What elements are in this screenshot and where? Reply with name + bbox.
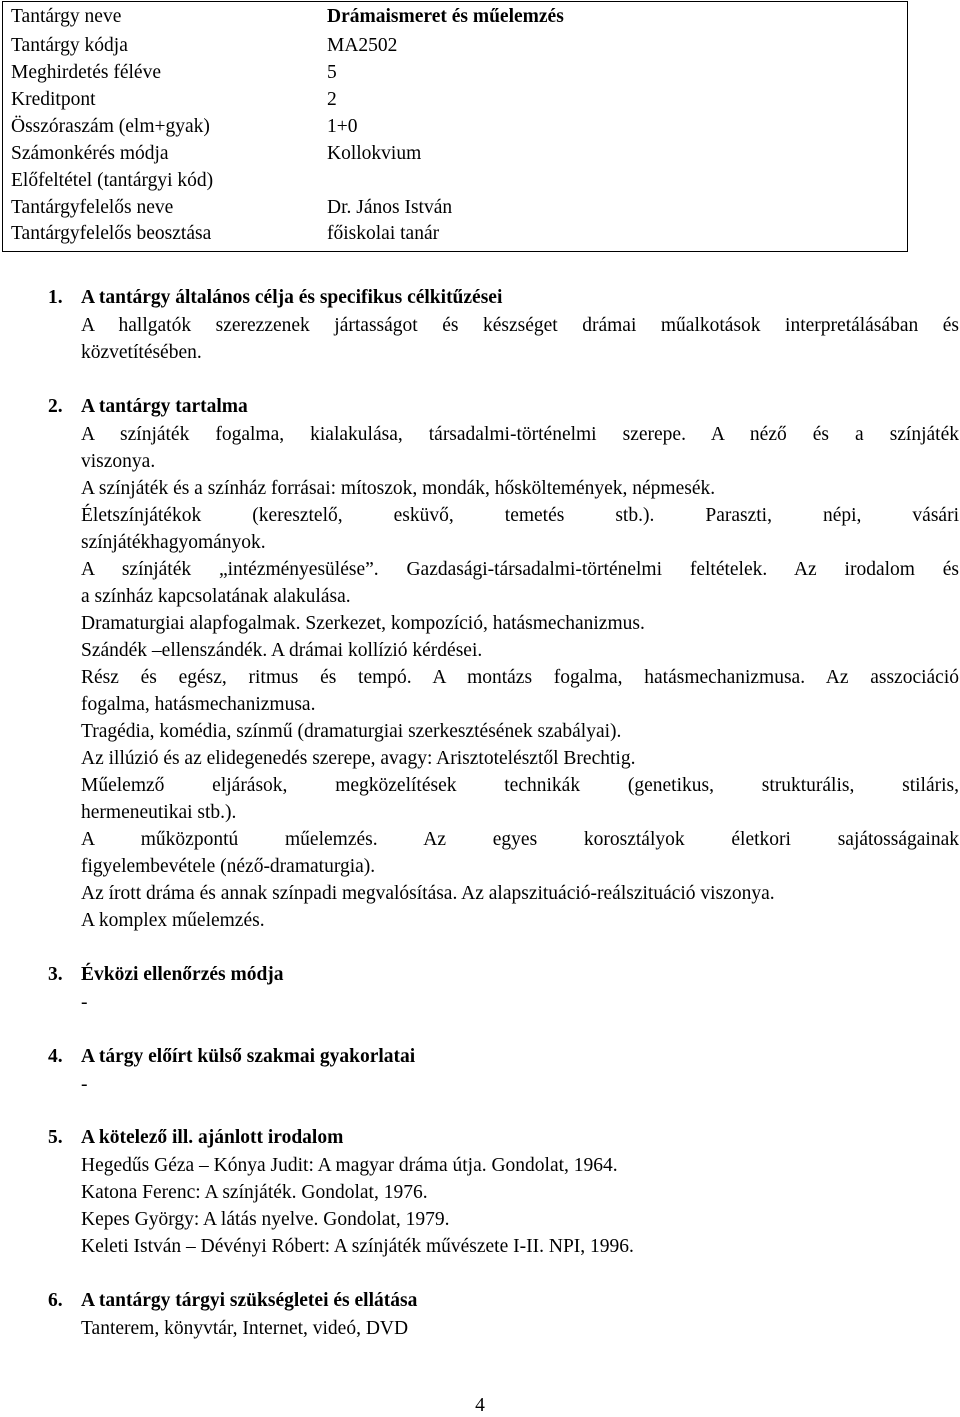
info-row-position — [3, 221, 908, 252]
section-number: 2. — [48, 396, 63, 417]
text-line: a színház kapcsolatának alakulása. — [81, 586, 351, 607]
text-line: Keleti István – Dévényi Róbert: A színjáték művészete I-II. NPI, 1996. — [81, 1236, 634, 1257]
text-line: Dramaturgiai alapfogalmak. Szerkezet, kompozíció, hatásmechanizmus. — [81, 613, 645, 634]
text-line: A műközpontú műelemzés. Az egyes korosztályok életkori sajátosságainak — [81, 829, 959, 850]
info-value: főiskolai tanár — [327, 223, 440, 244]
text-line: közvetítésében. — [81, 342, 202, 363]
section-title: Évközi ellenőrzés módja — [81, 964, 284, 985]
text-line: Az írott dráma és annak színpadi megvalósítása. Az alapszituáció-reálszituáció viszonya. — [81, 883, 775, 904]
text-line: Katona Ferenc: A színjáték. Gondolat, 1976. — [81, 1182, 428, 1203]
text-line: figyelembevétele (néző-dramaturgia). — [81, 856, 376, 877]
info-value: MA2502 — [327, 35, 398, 56]
section-practice — [0, 1043, 960, 1098]
text-line: Szándék –ellenszándék. A drámai kollízió kérdései. — [81, 640, 483, 661]
section-number: 6. — [48, 1290, 63, 1311]
section-content — [0, 393, 960, 934]
section-heading — [0, 284, 960, 312]
section-body — [81, 1071, 959, 1098]
info-row-assessment — [3, 140, 908, 167]
text-line: - — [81, 1074, 88, 1095]
info-value: Dr. János István — [327, 197, 453, 218]
text-line: Az illúzió és az elidegenedés szerepe, avagy: Arisztotelésztől Brechtig. — [81, 748, 636, 769]
info-row-name — [3, 2, 908, 33]
info-value: 5 — [327, 62, 337, 83]
section-number: 5. — [48, 1127, 63, 1148]
info-row-responsible — [3, 194, 908, 221]
section-title: A tárgy előírt külső szakmai gyakorlatai — [81, 1046, 416, 1067]
section-title: A kötelező ill. ajánlott irodalom — [81, 1127, 344, 1148]
info-value: 2 — [327, 89, 337, 110]
info-label: Kreditpont — [11, 89, 96, 110]
text-line: Tanterem, könyvtár, Internet, videó, DVD — [81, 1318, 409, 1339]
section-body — [81, 1152, 959, 1260]
info-label: Előfeltétel (tantárgyi kód) — [11, 170, 214, 191]
section-number: 3. — [48, 964, 63, 985]
info-label: Tantárgy kódja — [11, 35, 128, 56]
section-title: A tantárgy tárgyi szükségletei és ellátása — [81, 1290, 418, 1311]
info-label: Számonkérés módja — [11, 143, 169, 164]
section-body — [81, 421, 959, 934]
section-title: A tantárgy általános célja és specifikus célkitűzései — [81, 287, 503, 308]
text-line: fogalma, hatásmechanizmusa. — [81, 694, 316, 715]
text-line: A színjáték és a színház forrásai: mítoszok, mondák, hősköltemények, népmesék. — [81, 478, 716, 499]
section-heading — [0, 1124, 960, 1152]
section-objectives — [0, 284, 960, 366]
page-number: 4 — [475, 1395, 485, 1416]
info-value: Kollokvium — [327, 143, 422, 164]
section-assessment — [0, 961, 960, 1016]
text-line: Hegedűs Géza – Kónya Judit: A magyar dráma útja. Gondolat, 1964. — [81, 1155, 618, 1176]
info-row-semester — [3, 59, 908, 86]
info-value — [321, 167, 908, 194]
info-label: Tantárgyfelelős neve — [11, 197, 174, 218]
section-literature — [0, 1124, 960, 1260]
text-line: - — [81, 992, 88, 1013]
course-info-table — [2, 1, 908, 252]
text-line: Tragédia, komédia, színmű (dramaturgiai szerkesztésének szabályai). — [81, 721, 622, 742]
text-line: A komplex műelemzés. — [81, 910, 265, 931]
section-heading — [0, 961, 960, 989]
info-label: Tantárgyfelelős beosztása — [11, 223, 212, 244]
info-row-credits — [3, 86, 908, 113]
section-body — [81, 1315, 959, 1342]
section-heading — [0, 1043, 960, 1071]
section-heading — [0, 1287, 960, 1315]
info-row-prerequisite — [3, 167, 908, 194]
section-heading — [0, 393, 960, 421]
course-title: Drámaismeret és műelemzés — [327, 6, 564, 27]
info-value: 1+0 — [327, 116, 358, 137]
text-line: viszonya. — [81, 451, 156, 472]
info-row-hours — [3, 113, 908, 140]
info-label: Meghirdetés féléve — [11, 62, 161, 83]
section-body — [81, 989, 959, 1016]
text-line: Kepes György: A látás nyelve. Gondolat, 1979. — [81, 1209, 450, 1230]
text-line: A hallgatók szerezzenek jártasságot és készséget drámai műalkotások interpretálásában és — [81, 315, 959, 336]
text-line: Életszínjátékok (keresztelő, esküvő, temetés stb.). Paraszti, népi, vásári — [81, 505, 959, 526]
info-label: Tantárgy neve — [11, 6, 122, 27]
section-body — [81, 312, 959, 366]
text-line: A színjáték „intézményesülése”. Gazdasági-társadalmi-történelmi feltételek. Az irodalom és — [81, 559, 959, 580]
section-number: 1. — [48, 287, 63, 308]
section-requirements — [0, 1287, 960, 1342]
text-line: hermeneutikai stb.). — [81, 802, 237, 823]
text-line: Műelemző eljárások, megközelítések technikák (genetikus, strukturális, stiláris, — [81, 775, 959, 796]
info-label: Összóraszám (elm+gyak) — [11, 116, 210, 137]
section-number: 4. — [48, 1046, 63, 1067]
text-line: Rész és egész, ritmus és tempó. A montázs fogalma, hatásmechanizmusa. Az asszociáció — [81, 667, 959, 688]
section-title: A tantárgy tartalma — [81, 396, 248, 417]
text-line: A színjáték fogalma, kialakulása, társadalmi-történelmi szerepe. A néző és a színjáték — [81, 424, 959, 445]
text-line: színjátékhagyományok. — [81, 532, 266, 553]
info-row-code — [3, 32, 908, 59]
